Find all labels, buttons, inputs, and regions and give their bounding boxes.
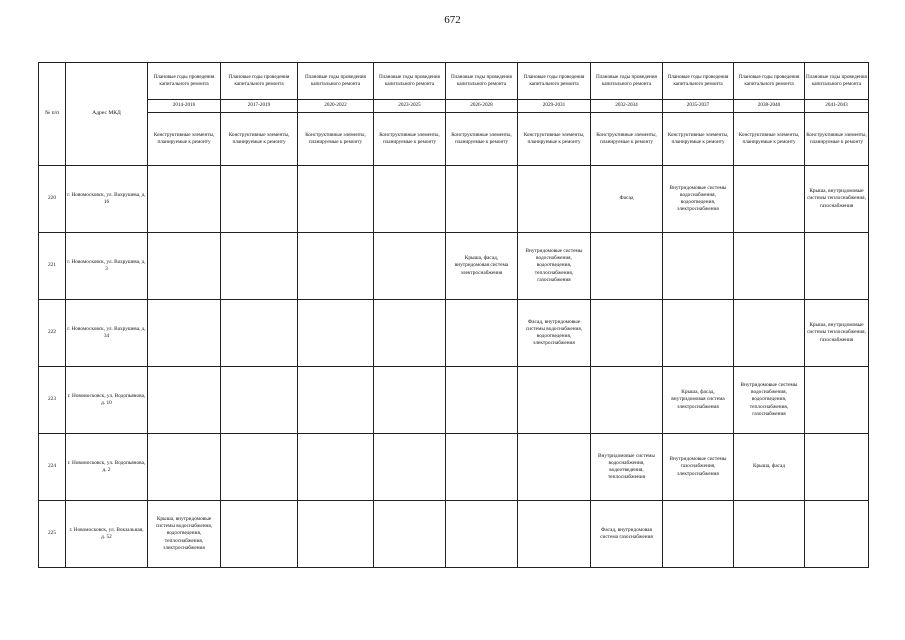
table-row [39, 434, 869, 501]
repair-elements-cell [298, 501, 374, 568]
header-row-years [39, 63, 869, 100]
repair-elements-cell [591, 367, 663, 434]
repair-elements-cell [518, 166, 591, 233]
repair-elements-cell: Фасад, внутридомовые системы водоснабжения, водоотведения, электроснабжения [518, 300, 591, 367]
repair-elements-cell [298, 166, 374, 233]
repair-elements-cell [518, 367, 591, 434]
repair-elements-cell: Крыша, внутридомовые системы водоснабжения, водоотведения, теплоснабжения, электроснабжения [148, 501, 221, 568]
repair-elements-cell [446, 434, 518, 501]
repair-elements-cell [221, 233, 298, 300]
repair-elements-cell [221, 501, 298, 568]
table-row [39, 233, 869, 300]
header-year-title: Плановые годы проведения капитального ремонта [591, 63, 663, 100]
repair-elements-cell [734, 166, 805, 233]
table-row [39, 367, 869, 434]
row-number: 224 [39, 434, 66, 501]
header-element-label: Конструктивные элементы, планируемые к ремонту [734, 113, 805, 166]
repair-elements-cell: Внутридомовые системы водоснабжения, водоотведения, электроснабжения [663, 166, 734, 233]
repair-elements-cell [374, 233, 446, 300]
repair-elements-cell [374, 300, 446, 367]
header-year-range: 2038-2040 [734, 100, 805, 113]
row-number: 221 [39, 233, 66, 300]
header-year-range: 2041-2043 [805, 100, 869, 113]
page-number: 672 [444, 14, 461, 26]
table-row [39, 300, 869, 367]
repair-elements-cell: Внутридомовые системы водоснабжения, водоотведения, теплоснабжения, газоснабжения [734, 367, 805, 434]
row-address: г. Новомосковск, ул. Водопьянова, д. 2 [66, 434, 148, 501]
repair-elements-cell [148, 300, 221, 367]
row-address: г. Новомосковск, ул. Водопьянова, д. 10 [66, 367, 148, 434]
repair-elements-cell [446, 501, 518, 568]
table-row [39, 501, 869, 568]
row-address: г. Новомосковск, ул. Вахрушева, д. 16 [66, 166, 148, 233]
repair-elements-cell [374, 166, 446, 233]
header-element-label: Конструктивные элементы, планируемые к ремонту [148, 113, 221, 166]
row-number: 220 [39, 166, 66, 233]
repair-elements-cell [805, 434, 869, 501]
repair-elements-cell [148, 166, 221, 233]
header-year-title: Плановые годы проведения капитального ремонта [446, 63, 518, 100]
header-element-label: Конструктивные элементы, планируемые к ремонту [591, 113, 663, 166]
row-number: 225 [39, 501, 66, 568]
header-year-range: 2014-2016 [148, 100, 221, 113]
header-row-ranges [39, 100, 869, 113]
header-element-label: Конструктивные элементы, планируемые к ремонту [221, 113, 298, 166]
repair-elements-cell [446, 166, 518, 233]
repair-elements-cell [298, 434, 374, 501]
repair-elements-cell: Внутридомовые системы водоснабжения, водоотведения, теплоснабжения [591, 434, 663, 501]
header-address: Адрес МКД [66, 63, 148, 166]
repair-elements-cell [446, 367, 518, 434]
row-address: г. Новомосковск, ул. Вахрушева, д. 34 [66, 300, 148, 367]
header-year-range: 2023-2025 [374, 100, 446, 113]
table-body [39, 166, 869, 568]
repair-elements-cell [805, 501, 869, 568]
header-element-label: Конструктивные элементы, планируемые к ремонту [374, 113, 446, 166]
header-year-title: Плановые годы проведения капитального ремонта [518, 63, 591, 100]
repair-elements-cell: Фасад, внутридомовая система газоснабжения [591, 501, 663, 568]
header-year-range: 2026-2028 [446, 100, 518, 113]
row-number: 222 [39, 300, 66, 367]
header-year-title: Плановые годы проведения капитального ремонта [298, 63, 374, 100]
repair-elements-cell [298, 367, 374, 434]
header-year-title: Плановые годы проведения капитального ремонта [374, 63, 446, 100]
repair-elements-cell [734, 233, 805, 300]
header-element-label: Конструктивные элементы, планируемые к ремонту [518, 113, 591, 166]
repair-elements-cell [734, 501, 805, 568]
repair-elements-cell [663, 233, 734, 300]
repair-elements-cell [298, 300, 374, 367]
repair-elements-cell [805, 367, 869, 434]
repair-elements-cell [374, 367, 446, 434]
repair-elements-cell [298, 233, 374, 300]
table-row [39, 166, 869, 233]
repair-elements-cell [148, 367, 221, 434]
repair-elements-cell: Внутридомовые системы водоснабжения, водоотведения, теплоснабжения, газоснабжения [518, 233, 591, 300]
header-year-range: 2020-2022 [298, 100, 374, 113]
header-num: № п/п [39, 63, 66, 166]
repair-elements-cell [518, 501, 591, 568]
header-year-title: Плановые годы проведения капитального ремонта [663, 63, 734, 100]
row-address: г. Новомосковск, ул. Вокзальная, д. 52 [66, 501, 148, 568]
header-row-elements [39, 113, 869, 166]
repair-elements-cell [221, 367, 298, 434]
repair-elements-cell [734, 300, 805, 367]
repair-elements-cell: Крыша, фасад, внутридомовая система электроснабжения [663, 367, 734, 434]
header-year-range: 2029-2031 [518, 100, 591, 113]
repair-elements-cell [374, 434, 446, 501]
row-number: 223 [39, 367, 66, 434]
repair-elements-cell [148, 434, 221, 501]
header-year-title: Плановые годы проведения капитального ремонта [148, 63, 221, 100]
header-element-label: Конструктивные элементы, планируемые к ремонту [298, 113, 374, 166]
repair-elements-cell: Внутридомовые системы газоснабжения, электроснабжения [663, 434, 734, 501]
repair-elements-cell [663, 501, 734, 568]
header-year-range: 2035-2037 [663, 100, 734, 113]
repair-elements-cell [148, 233, 221, 300]
header-element-label: Конструктивные элементы, планируемые к ремонту [663, 113, 734, 166]
row-address: г. Новомосковск, ул. Вахрушева, д. 3 [66, 233, 148, 300]
repair-elements-cell [221, 434, 298, 501]
capital-repair-table [38, 62, 869, 568]
repair-elements-cell [221, 166, 298, 233]
repair-elements-cell [591, 233, 663, 300]
header-year-range: 2017-2019 [221, 100, 298, 113]
repair-elements-cell [446, 300, 518, 367]
repair-elements-cell: Крыша, внутридомовые системы теплоснабжения, газоснабжения [805, 166, 869, 233]
repair-elements-cell [591, 300, 663, 367]
repair-elements-cell [663, 300, 734, 367]
repair-elements-cell: Фасад [591, 166, 663, 233]
repair-elements-cell: Крыша, внутридомовые системы теплоснабжения, газоснабжения [805, 300, 869, 367]
header-element-label: Конструктивные элементы, планируемые к ремонту [805, 113, 869, 166]
header-year-range: 2032-2034 [591, 100, 663, 113]
repair-elements-cell: Крыша, фасад, внутридомовая система электроснабжения [446, 233, 518, 300]
repair-elements-cell [805, 233, 869, 300]
header-year-title: Плановые годы проведения капитального ремонта [734, 63, 805, 100]
header-element-label: Конструктивные элементы, планируемые к ремонту [446, 113, 518, 166]
header-year-title: Плановые годы проведения капитального ремонта [805, 63, 869, 100]
header-year-title: Плановые годы проведения капитального ремонта [221, 63, 298, 100]
repair-elements-cell [221, 300, 298, 367]
repair-elements-cell [518, 434, 591, 501]
repair-elements-cell: Крыша, фасад [734, 434, 805, 501]
repair-elements-cell [374, 501, 446, 568]
